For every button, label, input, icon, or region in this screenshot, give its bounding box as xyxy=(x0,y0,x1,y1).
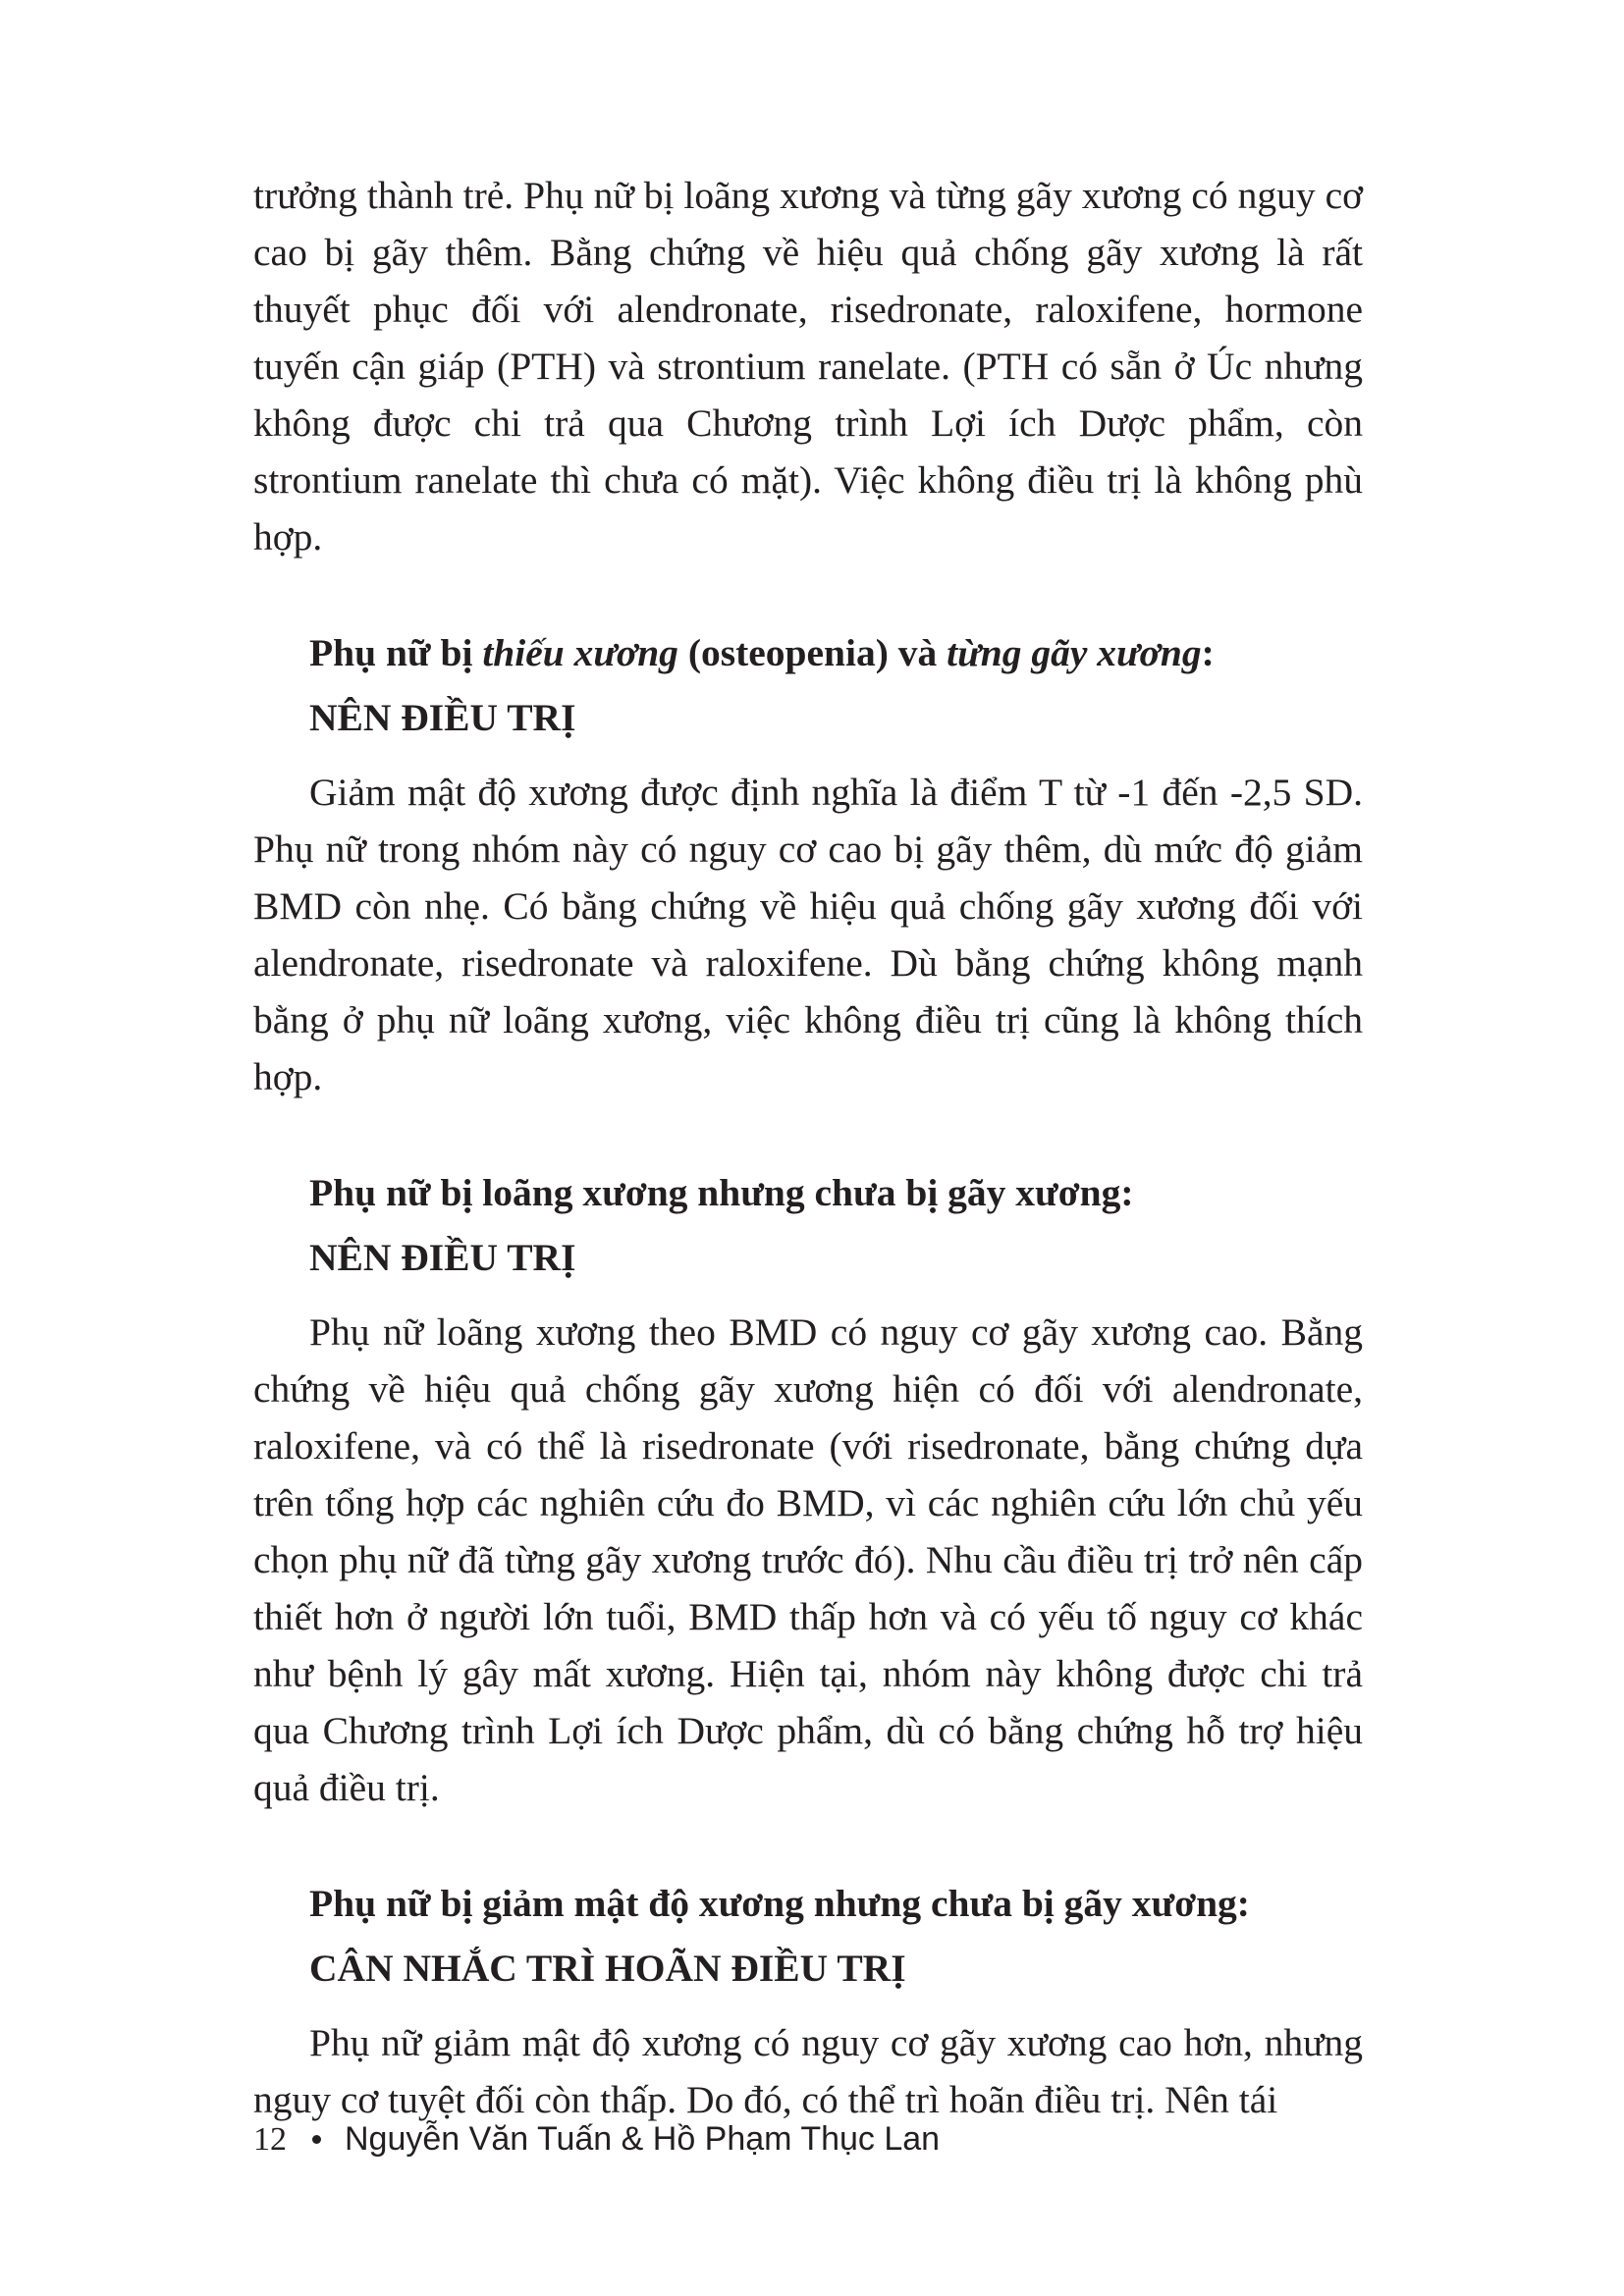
continuation-paragraph: trưởng thành trẻ. Phụ nữ bị loãng xương và từng gãy xương có nguy cơ cao bị gãy thêm. Bằng chứng về hiệu quả chống gãy xương là rất thuyết phục đối với alendronate, risedronate, raloxifene, hormone tuyến cận giáp (PTH) và strontium ranelate. (PTH có sẵn ở Úc nhưng không được chi trả qua Chương trình Lợi ích Dược phẩm, còn strontium ranelate thì chưa có mặt). Việc không điều trị là không phù hợp. xyxy=(253,174,1363,559)
heading-text: Phụ nữ bị loãng xương nhưng chưa bị gãy xương: xyxy=(309,1171,1134,1214)
page-body xyxy=(253,167,1363,2128)
section-body-low-density-no-fracture: Phụ nữ giảm mật độ xương có nguy cơ gãy xương cao hơn, nhưng nguy cơ tuyệt đối còn thấp. Do đó, có thể trì hoãn điều trị. Nên tái xyxy=(253,2021,1363,2121)
page-footer xyxy=(253,2120,940,2159)
section-body-osteopenia: Giảm mật độ xương được định nghĩa là điểm T từ -1 đến -2,5 SD. Phụ nữ trong nhóm này có nguy cơ cao bị gãy thêm, dù mức độ giảm BMD còn nhẹ. Có bằng chứng về hiệu quả chống gãy xương đối với alendronate, risedronate và raloxifene. Dù bằng chứng không mạnh bằng ở phụ nữ loãng xương, việc không điều trị cũng là không thích hợp. xyxy=(253,771,1363,1098)
section-body-osteoporosis-no-fracture: Phụ nữ loãng xương theo BMD có nguy cơ gãy xương cao. Bằng chứng về hiệu quả chống gãy xương hiện có đối với alendronate, raloxifene, và có thể là risedronate (với risedronate, bằng chứng dựa trên tổng hợp các nghiên cứu đo BMD, vì các nghiên cứu lớn chủ yếu chọn phụ nữ đã từng gãy xương trước đó). Nhu cầu điều trị trở nên cấp thiết hơn ở người lớn tuổi, BMD thấp hơn và có yếu tố nguy cơ khác như bệnh lý gây mất xương. Hiện tại, nhóm này không được chi trả qua Chương trình Lợi ích Dược phẩm, dù có bằng chứng hỗ trợ hiệu quả điều trị. xyxy=(253,1310,1363,1809)
page-number: 12 xyxy=(253,2120,287,2158)
bullet-separator-icon xyxy=(312,2135,321,2144)
footer-authors: Nguyễn Văn Tuấn & Hồ Phạm Thục Lan xyxy=(345,2120,941,2158)
heading-emphasis: thiếu xương xyxy=(482,631,678,674)
recommendation-label: NÊN ĐIỀU TRỊ xyxy=(309,696,576,739)
section-heading-osteopenia xyxy=(309,620,1363,750)
recommendation-label: CÂN NHẮC TRÌ HOÃN ĐIỀU TRỊ xyxy=(309,1947,906,1990)
heading-text: Phụ nữ bị giảm mật độ xương nhưng chưa bị gãy xương: xyxy=(309,1882,1250,1925)
heading-emphasis: từng gãy xương xyxy=(947,631,1202,674)
heading-text: (osteopenia) và xyxy=(677,631,947,674)
heading-text: Phụ nữ bị xyxy=(309,631,483,674)
section-heading-low-density-no-fracture xyxy=(309,1871,1363,2001)
heading-text: : xyxy=(1201,631,1215,674)
recommendation-label: NÊN ĐIỀU TRỊ xyxy=(309,1236,576,1279)
section-heading-osteoporosis-no-fracture xyxy=(309,1160,1363,1290)
